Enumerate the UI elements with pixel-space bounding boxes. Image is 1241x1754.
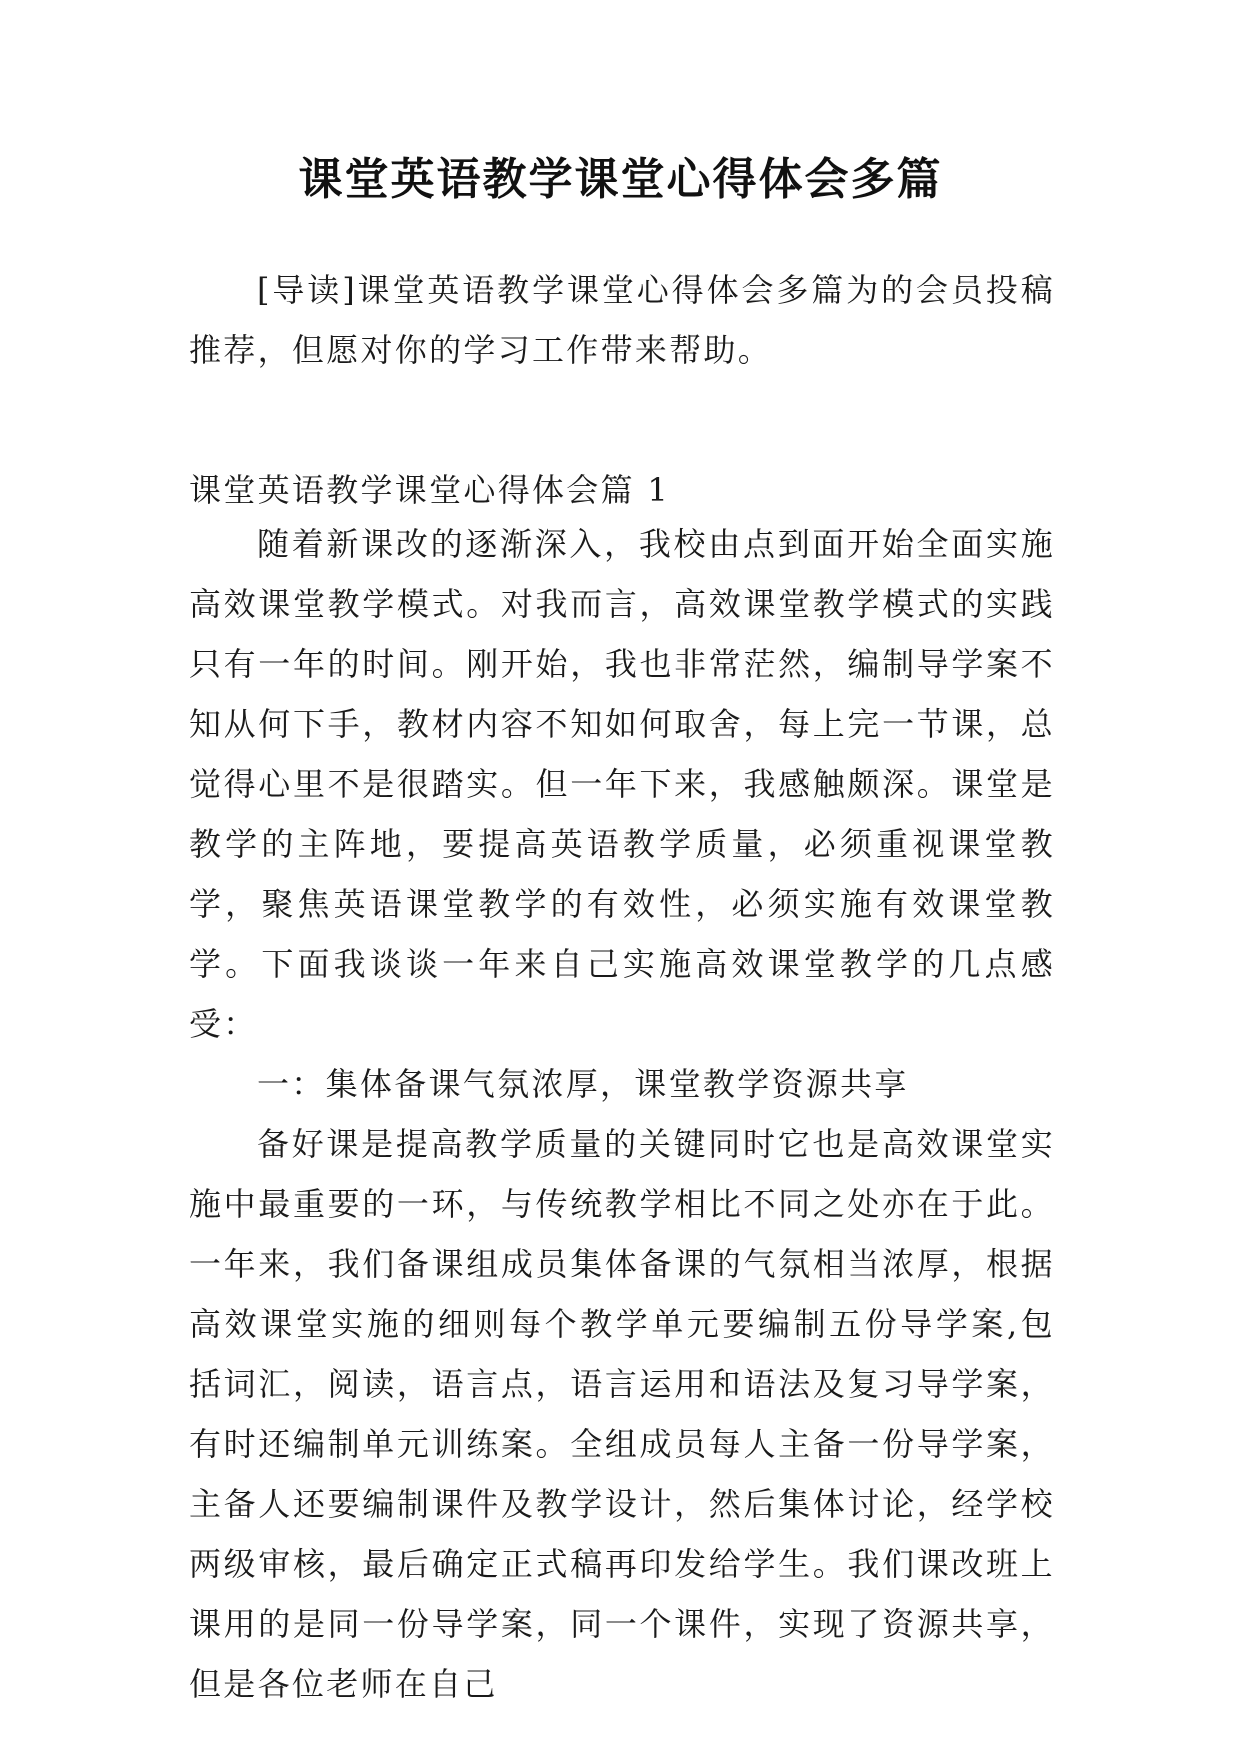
section-heading: 课堂英语教学课堂心得体会篇 1 [189, 471, 671, 509]
body-paragraph: 备好课是提高教学质量的关键同时它也是高效课堂实施中最重要的一环，与传统教学相比不同之处亦在于此。一年来，我们备课组成员集体备课的气氛相当浓厚，根据高效课堂实施的细则每个教学单元要编制五份导学案,包括词汇，阅读，语言点，语言运用和语法及复习导学案，有时还编制单元训练案。全组成员每人主备一份导学案，主备人还要编制课件及教学设计，然后集体讨论，经学校两级审核，最后确定正式稿再印发给学生。我们课改班上课用的是同一份导学案，同一个课件，实现了资源共享，但是各位老师在自己 [189, 1125, 1055, 1703]
subheading-paragraph: 一：集体备课气氛浓厚，课堂教学资源共享 [257, 1065, 909, 1103]
intro-block [189, 260, 1055, 380]
intro-paragraph: [导读]课堂英语教学课堂心得体会多篇为的会员投稿推荐，但愿对你的学习工作带来帮助。 [189, 271, 1055, 369]
body-paragraph: 随着新课改的逐渐深入，我校由点到面开始全面实施高效课堂教学模式。对我而言，高效课堂教学模式的实践只有一年的时间。刚开始，我也非常茫然，编制导学案不知从何下手，教材内容不知如何取舍，每上完一节课，总觉得心里不是很踏实。但一年下来，我感触颇深。课堂是教学的主阵地，要提高英语教学质量，必须重视课堂教学，聚焦英语课堂教学的有效性，必须实施有效课堂教学。下面我谈谈一年来自己实施高效课堂教学的几点感受： [189, 525, 1055, 1043]
document-title: 课堂英语教学课堂心得体会多篇 [298, 154, 943, 205]
main-text-block [189, 514, 1055, 1714]
